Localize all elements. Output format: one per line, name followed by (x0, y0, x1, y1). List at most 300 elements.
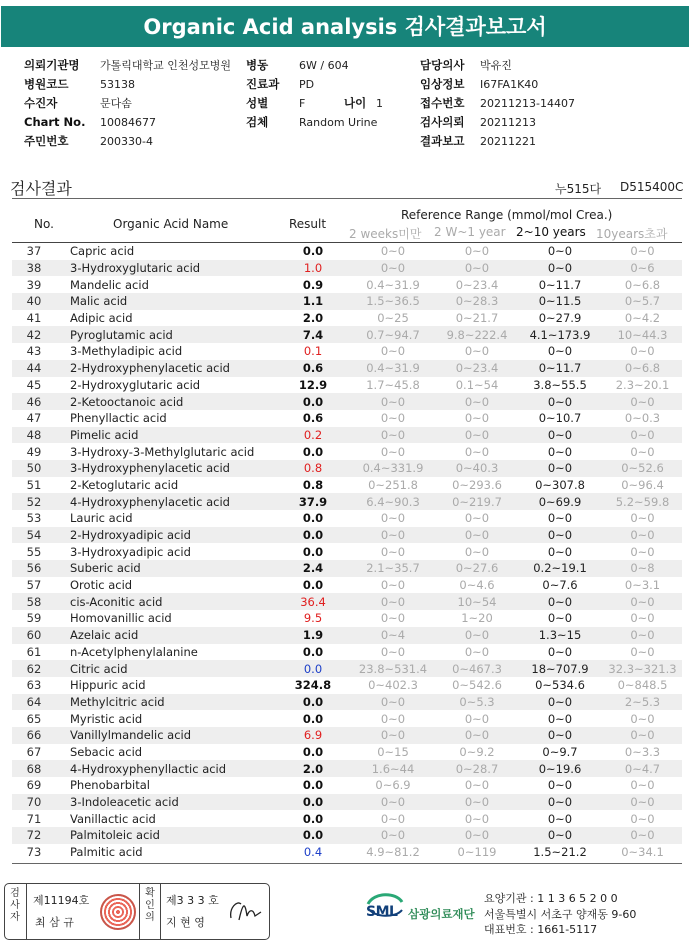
range-2w-1y: 0~0 (464, 644, 490, 659)
report-date-label: 결과보고 (420, 134, 465, 148)
dept-value: PD (299, 78, 315, 91)
range-10y: 0~0 (630, 811, 655, 826)
table-row (12, 827, 682, 844)
table-row (12, 744, 682, 761)
divider (160, 884, 161, 939)
range-2weeks: 0~0 (349, 527, 437, 544)
table-row (12, 260, 682, 277)
acid-name: cis-Aconitic acid (56, 593, 277, 610)
info-block (24, 56, 674, 151)
range-2weeks: 0~0 (380, 711, 406, 726)
acid-name: Citric acid (56, 660, 277, 677)
acid-name: 3-Hydroxyadipic acid (70, 544, 191, 559)
range-2-10y: 1.5~21.2 (533, 845, 587, 860)
range-2-10y: 1.3~15 (517, 627, 603, 644)
acid-name: Phenyllactic acid (70, 411, 167, 426)
acid-name: 3-Methyladipic acid (70, 344, 183, 359)
range-10y: 0~6 (603, 260, 682, 277)
range-2-10y: 0~7.6 (542, 578, 578, 593)
table-row (12, 560, 682, 577)
acid-name: 4-Hydroxyphenyllactic acid (56, 760, 277, 777)
range-2-10y: 0~0 (517, 694, 603, 711)
results-table (12, 243, 682, 860)
request-value: 20211213 (480, 116, 536, 129)
range-2weeks: 0~0 (380, 811, 406, 826)
rrn-label: 주민번호 (24, 134, 69, 148)
range-2weeks: 0~0 (380, 611, 406, 626)
range-2weeks: 0~402.3 (368, 678, 418, 693)
clinical-value: I67FA1K40 (480, 78, 539, 91)
header-result: Result (289, 217, 327, 231)
result-value: 0.8 (277, 460, 349, 477)
lab-name: 삼광의료재단 (408, 907, 475, 921)
range-2-10y: 18~707.9 (517, 660, 603, 677)
row-number: 68 (12, 760, 56, 777)
range-10y: 2~5.3 (603, 694, 682, 711)
range-2-10y: 0.2~19.1 (517, 560, 603, 577)
table-row (12, 427, 682, 444)
acid-name: 2-Hydroxyglutaric acid (70, 377, 201, 392)
range-2w-1y: 0~0 (464, 244, 490, 259)
acid-name: Palmitoleic acid (56, 827, 277, 844)
age-value: 1 (376, 97, 383, 110)
row-number: 44 (12, 360, 56, 377)
table-row (12, 477, 682, 494)
info-row-3 (24, 94, 674, 113)
acid-name: Orotic acid (70, 578, 133, 593)
confirmer-vertical-label: 확인의 (145, 888, 155, 923)
range-2w-1y: 0~21.7 (455, 311, 499, 326)
chart-label: Chart No. (24, 115, 86, 129)
range-2w-1y: 0~9.2 (459, 744, 495, 759)
result-value: 0.1 (303, 344, 323, 359)
table-row (12, 727, 682, 744)
range-2-10y: 0~307.8 (535, 477, 585, 492)
acid-name: Sebacic acid (70, 744, 143, 759)
range-2weeks: 0.7~94.7 (349, 326, 437, 343)
row-number: 37 (26, 244, 42, 259)
range-10y: 0~0 (603, 527, 682, 544)
row-number: 49 (26, 444, 42, 459)
receipt-value: 20211213-14407 (480, 97, 575, 110)
range-2-10y: 0~0 (547, 444, 573, 459)
range-2weeks: 23.8~531.4 (349, 660, 437, 677)
dept-label: 진료과 (246, 77, 280, 91)
range-2w-1y: 0~0 (464, 344, 490, 359)
range-10y: 0~0 (603, 427, 682, 444)
row-number: 63 (26, 678, 42, 693)
info-row-2 (24, 75, 674, 94)
row-number: 46 (12, 393, 56, 410)
result-value: 2.0 (302, 311, 324, 326)
examiner-license: 제11194호 (33, 894, 90, 907)
range-10y: 0~4.2 (624, 311, 661, 326)
range-2w-1y: 0~0 (437, 427, 517, 444)
acid-name: Mandelic acid (70, 277, 149, 292)
confirmer-license: 제3 3 3 호 (166, 894, 219, 907)
row-number: 64 (12, 694, 56, 711)
ward-value: 6W / 604 (299, 59, 349, 72)
range-10y: 0~0 (630, 644, 655, 659)
range-2-10y: 0~0 (547, 511, 573, 526)
table-row (12, 844, 682, 861)
table-row (12, 510, 682, 527)
examiner-name: 최 삼 규 (35, 916, 74, 929)
range-2weeks: 1.6~44 (349, 760, 437, 777)
range-2-10y: 0~0 (517, 827, 603, 844)
chart-value: 10084677 (100, 116, 156, 129)
row-number: 48 (12, 427, 56, 444)
acid-name: Malic acid (56, 293, 277, 310)
result-value: 0.0 (302, 544, 324, 559)
result-value: 2.0 (277, 760, 349, 777)
range-2w-1y: 0~0 (464, 544, 490, 559)
table-row (12, 810, 682, 827)
table-row (12, 393, 682, 410)
table-row (12, 694, 682, 711)
row-number: 69 (26, 778, 42, 793)
row-number: 58 (12, 593, 56, 610)
range-2w-1y: 0~28.3 (437, 293, 517, 310)
range-2-10y: 0~0 (547, 244, 573, 259)
header-range-2w1y: 2 W~1 year (434, 225, 506, 239)
acid-name: Azelaic acid (56, 627, 277, 644)
ward-label: 병동 (246, 58, 269, 72)
row-number: 40 (12, 293, 56, 310)
range-10y: 0~3.3 (624, 744, 661, 759)
result-value: 0.2 (277, 427, 349, 444)
report-title: Organic Acid analysis 검사결과보고서 (1, 6, 689, 47)
result-value: 6.9 (277, 727, 349, 744)
range-10y: 10~44.3 (603, 326, 682, 343)
table-row (12, 777, 682, 794)
info-row-4 (24, 113, 674, 132)
acid-name: 2-Ketooctanoic acid (56, 393, 277, 410)
range-2-10y: 0~19.6 (517, 760, 603, 777)
row-number: 55 (26, 544, 42, 559)
signature (227, 898, 263, 924)
acid-name: Pimelic acid (56, 427, 277, 444)
acid-name: Suberic acid (56, 560, 277, 577)
sex-value: F (299, 97, 306, 110)
range-2-10y: 4.1~173.9 (517, 326, 603, 343)
range-2-10y: 0~11.5 (517, 293, 603, 310)
range-2weeks: 0.4~31.9 (349, 360, 437, 377)
acid-name: 2-Hydroxyphenylacetic acid (56, 360, 277, 377)
range-10y: 0~0 (630, 611, 655, 626)
range-2weeks: 0~0 (349, 794, 437, 811)
range-2w-1y: 0~0 (464, 511, 490, 526)
table-row (12, 593, 682, 610)
range-2w-1y: 0~5.3 (437, 694, 517, 711)
row-number: 61 (26, 644, 42, 659)
table-row (12, 326, 682, 343)
hospcode-label: 병원코드 (24, 77, 69, 91)
result-value: 0.9 (302, 277, 324, 292)
signature-box (4, 883, 270, 940)
range-10y: 0~4.7 (603, 760, 682, 777)
range-2weeks: 0~0 (349, 393, 437, 410)
info-row-5 (24, 132, 674, 151)
range-2weeks: 0.4~31.9 (366, 277, 420, 292)
row-number: 60 (12, 627, 56, 644)
range-10y: 0~0 (630, 778, 655, 793)
row-number: 73 (26, 845, 42, 860)
range-2w-1y: 9.8~222.4 (437, 326, 517, 343)
range-2w-1y: 0~0 (437, 727, 517, 744)
range-2-10y: 0~0 (547, 344, 573, 359)
range-10y: 0~52.6 (603, 460, 682, 477)
range-10y: 0~0 (603, 727, 682, 744)
range-2weeks: 1.5~36.5 (349, 293, 437, 310)
row-number: 43 (26, 344, 42, 359)
range-10y: 0~0 (603, 794, 682, 811)
acid-name: Capric acid (70, 244, 135, 259)
range-10y: 0~34.1 (621, 845, 664, 860)
range-2w-1y: 0~0 (464, 444, 490, 459)
range-2w-1y: 0~23.4 (437, 360, 517, 377)
table-row (12, 443, 682, 460)
range-2-10y: 0~0 (547, 644, 573, 659)
acid-name: Vanillylmandelic acid (56, 727, 277, 744)
range-2w-1y: 0~28.7 (437, 760, 517, 777)
result-value: 0.8 (302, 477, 324, 492)
table-row (12, 610, 682, 627)
official-seal (100, 894, 136, 930)
range-2w-1y: 0~293.6 (452, 477, 502, 492)
collector-label: 수진자 (24, 96, 58, 110)
table-row (12, 577, 682, 594)
acid-name: 3-Hydroxyphenylacetic acid (56, 460, 277, 477)
range-10y: 0~0 (630, 544, 655, 559)
range-2weeks: 0~0 (380, 544, 406, 559)
range-2w-1y: 0~23.4 (455, 277, 499, 292)
range-2weeks: 1.7~45.8 (366, 377, 420, 392)
range-10y: 0~0 (603, 593, 682, 610)
hospcode-value: 53138 (100, 78, 135, 91)
acid-name: Pyroglutamic acid (56, 326, 277, 343)
range-2w-1y: 0~542.6 (452, 678, 502, 693)
range-2-10y: 0~0 (517, 794, 603, 811)
range-2-10y: 3.8~55.5 (533, 377, 587, 392)
range-2w-1y: 0~0 (464, 411, 490, 426)
range-2w-1y: 0~219.7 (437, 493, 517, 510)
range-10y: 0~0 (630, 444, 655, 459)
range-2weeks: 0~251.8 (368, 477, 418, 492)
rrn-value: 200330-4 (100, 135, 153, 148)
acid-name: Adipic acid (70, 311, 133, 326)
sex-label: 성별 (246, 96, 269, 110)
table-row (12, 677, 682, 694)
acid-name: Palmitic acid (70, 845, 143, 860)
range-2-10y: 0~0 (517, 593, 603, 610)
range-2weeks: 0.4~331.9 (349, 460, 437, 477)
row-number: 65 (26, 711, 42, 726)
range-2w-1y: 0~0 (437, 393, 517, 410)
result-value: 12.9 (298, 377, 328, 392)
range-10y: 32.3~321.3 (603, 660, 682, 677)
result-value: 324.8 (294, 678, 332, 693)
range-10y: 0~5.7 (603, 293, 682, 310)
header-no: No. (34, 217, 54, 231)
results-title: 검사결과 (10, 179, 72, 198)
range-10y: 0~3.1 (624, 578, 661, 593)
result-value: 0.0 (277, 527, 349, 544)
result-value: 0.0 (277, 794, 349, 811)
row-number: 53 (26, 511, 42, 526)
result-value: 0.0 (277, 660, 349, 677)
range-2weeks: 0~0 (349, 593, 437, 610)
result-value: 0.0 (302, 244, 324, 259)
row-number: 72 (12, 827, 56, 844)
range-2w-1y: 10~54 (437, 593, 517, 610)
header-range-2weeks: 2 weeks미만 (349, 227, 422, 241)
row-number: 57 (26, 578, 42, 593)
range-2w-1y: 0~0 (437, 794, 517, 811)
range-2w-1y: 0~40.3 (437, 460, 517, 477)
table-row (12, 794, 682, 811)
result-value: 0.0 (302, 778, 324, 793)
table-row (12, 627, 682, 644)
range-2-10y: 0~0 (547, 778, 573, 793)
table-row (12, 310, 682, 327)
table-row (12, 410, 682, 427)
institution-label: 의뢰기관명 (24, 58, 80, 72)
confirmer-name: 지 현 영 (166, 916, 205, 929)
range-2weeks: 0~0 (380, 511, 406, 526)
range-2-10y: 0~0 (517, 427, 603, 444)
range-10y: 0~0.3 (624, 411, 661, 426)
result-value: 9.5 (303, 611, 323, 626)
row-number: 54 (12, 527, 56, 544)
range-2weeks: 0~0 (380, 644, 406, 659)
range-2weeks: 0~0 (349, 727, 437, 744)
acid-name: Lauric acid (70, 511, 133, 526)
row-number: 41 (26, 311, 42, 326)
range-2-10y: 0~0 (517, 727, 603, 744)
range-10y: 0~0 (603, 393, 682, 410)
range-2weeks: 0~15 (377, 744, 409, 759)
range-10y: 0~0 (630, 344, 655, 359)
row-number: 62 (12, 660, 56, 677)
table-row (12, 710, 682, 727)
range-2weeks: 6.4~90.3 (349, 493, 437, 510)
result-value: 0.0 (302, 711, 324, 726)
range-2weeks: 0~0 (380, 411, 406, 426)
range-2w-1y: 0~0 (464, 711, 490, 726)
table-row (12, 343, 682, 360)
range-2-10y: 0~0 (547, 611, 573, 626)
row-number: 45 (26, 377, 42, 392)
result-value: 37.9 (277, 493, 349, 510)
table-row (12, 276, 682, 293)
table-bottom-line (12, 863, 682, 864)
header-name: Organic Acid Name (113, 217, 229, 231)
table-row (12, 460, 682, 477)
header-range-10y: 10years초과 (596, 227, 668, 241)
table-row (12, 527, 682, 544)
result-value: 1.9 (277, 627, 349, 644)
acid-name: Hippuric acid (70, 678, 146, 693)
result-value: 0.0 (302, 511, 324, 526)
result-value: 0.0 (277, 827, 349, 844)
header-range-2-10y: 2~10 years (516, 225, 586, 239)
row-number: 39 (26, 277, 42, 292)
row-number: 51 (26, 477, 42, 492)
info-row-1 (24, 56, 674, 75)
range-2-10y: 0~0 (517, 460, 603, 477)
range-10y: 0~6.8 (624, 277, 661, 292)
range-2weeks: 0~0 (380, 344, 406, 359)
range-2-10y: 0~69.9 (517, 493, 603, 510)
range-10y: 0~96.4 (621, 477, 664, 492)
result-value: 0.0 (302, 644, 324, 659)
table-row (12, 377, 682, 394)
result-value: 0.0 (302, 444, 324, 459)
row-number: 70 (12, 794, 56, 811)
table-row (12, 543, 682, 560)
range-2weeks: 2.1~35.7 (349, 560, 437, 577)
divider (139, 884, 140, 939)
examiner-vertical-label: 검사자 (10, 888, 20, 923)
report-date-value: 20211221 (480, 135, 536, 148)
table-row (12, 243, 682, 260)
specimen-label: 검체 (246, 115, 269, 129)
range-2-10y: 0~27.9 (538, 311, 582, 326)
result-value: 0.4 (303, 845, 323, 860)
range-10y: 5.2~59.8 (603, 493, 682, 510)
range-2weeks: 0~0 (349, 427, 437, 444)
range-2-10y: 0~0 (547, 544, 573, 559)
result-value: 0.0 (302, 811, 324, 826)
table-row (12, 644, 682, 661)
collector-value: 문다솜 (100, 97, 132, 110)
row-number: 67 (26, 744, 42, 759)
range-2-10y: 0~10.7 (538, 411, 582, 426)
specimen-value: Random Urine (299, 116, 378, 129)
result-value: 0.0 (302, 744, 324, 759)
result-value: 0.0 (277, 694, 349, 711)
range-2-10y: 0~11.7 (538, 277, 582, 292)
range-10y: 0~8 (603, 560, 682, 577)
range-2w-1y: 0.1~54 (455, 377, 499, 392)
range-10y: 0~0 (603, 627, 682, 644)
institution-value: 가톨릭대학교 인천성모병원 (100, 59, 232, 72)
result-value: 7.4 (277, 326, 349, 343)
range-2weeks: 0~4 (349, 627, 437, 644)
range-2weeks: 0~0 (380, 444, 406, 459)
table-row (12, 660, 682, 677)
table-row (12, 360, 682, 377)
row-number: 56 (12, 560, 56, 577)
header-reference: Reference Range (mmol/mol Crea.) (401, 208, 613, 222)
range-2w-1y: 0~0 (437, 260, 517, 277)
range-2w-1y: 0~0 (464, 778, 490, 793)
result-value: 0.6 (277, 360, 349, 377)
lab-code: 요양기관 : 1 1 3 6 5 2 0 0 (484, 892, 618, 905)
range-2-10y: 0~9.7 (542, 744, 578, 759)
test-id: D515400C (620, 180, 684, 194)
result-value: 0.0 (277, 393, 349, 410)
range-2-10y: 0~534.6 (535, 678, 585, 693)
range-2w-1y: 0~27.6 (437, 560, 517, 577)
range-2-10y: 0~11.7 (517, 360, 603, 377)
range-2weeks: 0~0 (349, 694, 437, 711)
range-2weeks: 0~6.9 (375, 778, 411, 793)
range-2weeks: 0~0 (349, 260, 437, 277)
acid-name: Myristic acid (70, 711, 143, 726)
result-value: 0.6 (302, 411, 324, 426)
